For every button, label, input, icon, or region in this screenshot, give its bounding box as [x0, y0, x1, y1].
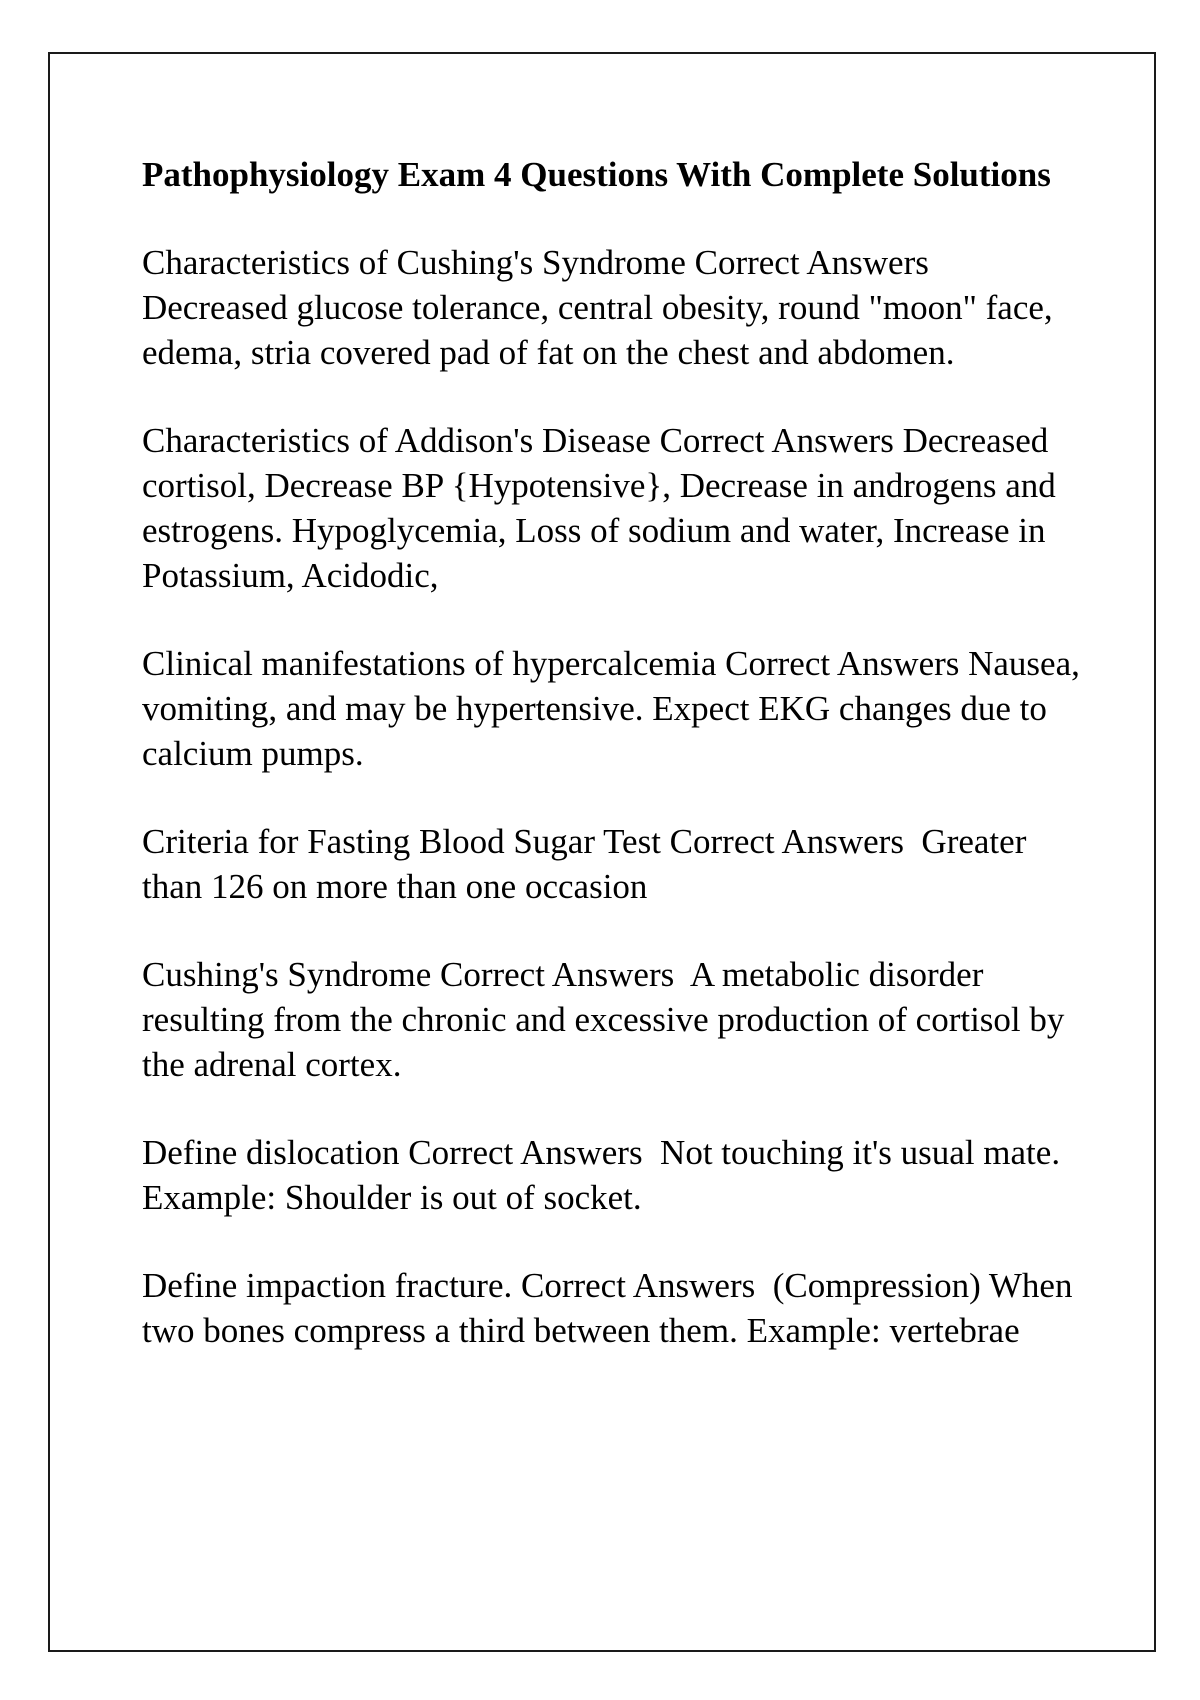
- qa-entry: Characteristics of Cushing's Syndrome Correct Answers Decreased glucose tolerance, central obesity, round "moon" face, edema, stria covered pad of fat on the chest and abdomen.: [142, 243, 1062, 372]
- qa-entry: Characteristics of Addison's Disease Correct Answers Decreased cortisol, Decrease BP {Hypotensive}, Decrease in androgens and estrogens. Hypoglycemia, Loss of sodium and water, Increase in Potassium, Acidodic,: [142, 421, 1065, 595]
- document-body: [142, 152, 1089, 1396]
- qa-entry: Clinical manifestations of hypercalcemia Correct Answers Nausea, vomiting, and may be hypertensive. Expect EKG changes due to calcium pumps.: [142, 644, 1089, 773]
- document-title: Pathophysiology Exam 4 Questions With Complete Solutions: [142, 155, 1051, 194]
- qa-entry: Criteria for Fasting Blood Sugar Test Correct Answers Greater than 126 on more than one occasion: [142, 822, 1036, 906]
- qa-entry: Define dislocation Correct Answers Not touching it's usual mate. Example: Shoulder is out of socket.: [142, 1133, 1069, 1217]
- qa-entry: Cushing's Syndrome Correct Answers A metabolic disorder resulting from the chronic and excessive production of cortisol by the adrenal cortex.: [142, 955, 1074, 1084]
- qa-entry: Define impaction fracture. Correct Answers (Compression) When two bones compress a third between them. Example: vertebrae: [142, 1266, 1082, 1350]
